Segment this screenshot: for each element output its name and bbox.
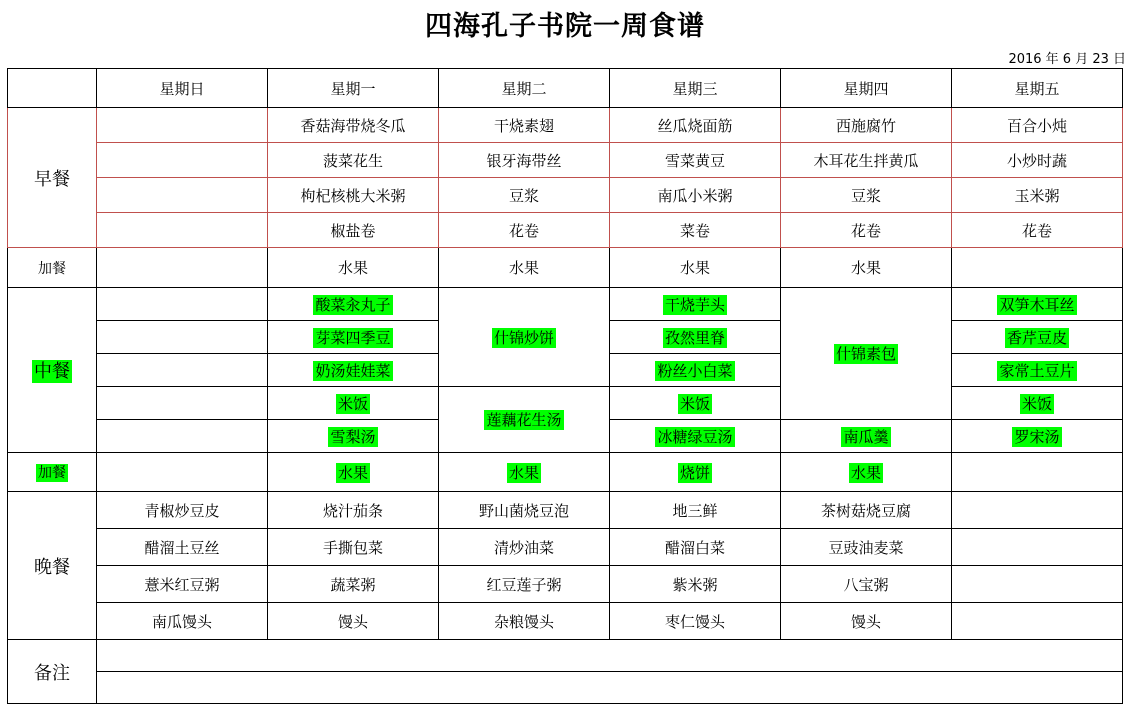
notes-row	[8, 640, 1123, 672]
snack-row	[8, 248, 1123, 288]
breakfast-row	[8, 213, 1123, 248]
menu-cell: 菠菜花生	[268, 143, 439, 178]
menu-cell: 紫米粥	[610, 566, 781, 603]
notes-cell	[97, 640, 1123, 672]
menu-cell: 米饭	[268, 387, 439, 420]
meal-label-snack: 加餐	[8, 248, 97, 288]
menu-cell: 雪梨汤	[268, 420, 439, 453]
menu-cell: 干烧芋头	[610, 288, 781, 321]
menu-cell: 青椒炒豆皮	[97, 492, 268, 529]
page-title: 四海孔子书院一周食谱	[425, 11, 705, 42]
menu-cell: 银牙海带丝	[439, 143, 610, 178]
menu-cell	[97, 420, 268, 453]
menu-cell: 清炒油菜	[439, 529, 610, 566]
menu-cell: 双笋木耳丝	[952, 288, 1123, 321]
menu-cell	[952, 566, 1123, 603]
menu-cell	[97, 108, 268, 143]
header-row	[8, 69, 1123, 108]
breakfast-row	[8, 178, 1123, 213]
menu-cell: 酸菜汆丸子	[268, 288, 439, 321]
menu-cell: 醋溜白菜	[610, 529, 781, 566]
menu-cell: 小炒时蔬	[952, 143, 1123, 178]
menu-cell: 花卷	[952, 213, 1123, 248]
menu-cell: 家常土豆片	[952, 354, 1123, 387]
menu-cell	[97, 288, 268, 321]
menu-cell: 杂粮馒头	[439, 603, 610, 640]
menu-cell: 干烧素翅	[439, 108, 610, 143]
menu-cell: 茶树菇烧豆腐	[781, 492, 952, 529]
menu-cell: 烧汁茄条	[268, 492, 439, 529]
menu-cell	[97, 213, 268, 248]
snack-row	[8, 453, 1123, 492]
menu-cell: 雪菜黄豆	[610, 143, 781, 178]
day-header: 星期二	[439, 69, 610, 108]
menu-cell: 醋溜土豆丝	[97, 529, 268, 566]
notes-cell	[97, 672, 1123, 704]
header-corner	[8, 69, 97, 108]
menu-cell: 粉丝小白菜	[610, 354, 781, 387]
menu-cell: 豆浆	[781, 178, 952, 213]
menu-cell	[97, 143, 268, 178]
day-header: 星期一	[268, 69, 439, 108]
menu-cell	[97, 178, 268, 213]
menu-cell: 香菇海带烧冬瓜	[268, 108, 439, 143]
menu-cell: 花卷	[781, 213, 952, 248]
day-header: 星期五	[952, 69, 1123, 108]
menu-cell: 芽菜四季豆	[268, 321, 439, 354]
menu-cell: 菜卷	[610, 213, 781, 248]
dinner-row	[8, 566, 1123, 603]
menu-cell: 冰糖绿豆汤	[610, 420, 781, 453]
menu-cell: 玉米粥	[952, 178, 1123, 213]
menu-cell	[97, 321, 268, 354]
menu-cell: 水果	[439, 248, 610, 288]
menu-cell: 花卷	[439, 213, 610, 248]
menu-cell: 烧饼	[610, 453, 781, 492]
menu-cell: 水果	[268, 453, 439, 492]
dinner-row	[8, 603, 1123, 640]
breakfast-row	[8, 143, 1123, 178]
menu-cell: 水果	[781, 248, 952, 288]
menu-cell: 百合小炖	[952, 108, 1123, 143]
menu-cell: 蔬菜粥	[268, 566, 439, 603]
menu-cell: 豆浆	[439, 178, 610, 213]
menu-cell: 西施腐竹	[781, 108, 952, 143]
meal-label-breakfast: 早餐	[8, 108, 97, 248]
menu-cell	[97, 387, 268, 420]
menu-cell	[97, 453, 268, 492]
menu-cell: 水果	[439, 453, 610, 492]
meal-label-lunch: 中餐	[8, 288, 97, 453]
menu-cell-merged: 莲藕花生汤	[439, 387, 610, 453]
breakfast-row	[8, 108, 1123, 143]
menu-cell: 枣仁馒头	[610, 603, 781, 640]
menu-cell: 水果	[268, 248, 439, 288]
notes-row	[8, 672, 1123, 704]
menu-cell: 椒盐卷	[268, 213, 439, 248]
menu-cell-merged: 什锦炒饼	[439, 288, 610, 387]
menu-cell: 香芹豆皮	[952, 321, 1123, 354]
date-label: 2016 年 6 月 23 日	[1008, 52, 1126, 67]
menu-cell: 南瓜馒头	[97, 603, 268, 640]
menu-cell: 手撕包菜	[268, 529, 439, 566]
menu-cell: 罗宋汤	[952, 420, 1123, 453]
lunch-row	[8, 387, 1123, 420]
meal-label-snack: 加餐	[8, 453, 97, 492]
menu-cell: 南瓜小米粥	[610, 178, 781, 213]
dinner-row	[8, 492, 1123, 529]
menu-cell: 米饭	[610, 387, 781, 420]
menu-cell	[952, 453, 1123, 492]
day-header: 星期四	[781, 69, 952, 108]
menu-cell: 馒头	[268, 603, 439, 640]
menu-cell: 南瓜羹	[781, 420, 952, 453]
day-header: 星期三	[610, 69, 781, 108]
menu-cell: 水果	[781, 453, 952, 492]
menu-cell: 豆豉油麦菜	[781, 529, 952, 566]
menu-cell	[952, 248, 1123, 288]
menu-cell: 米饭	[952, 387, 1123, 420]
menu-cell: 八宝粥	[781, 566, 952, 603]
lunch-row	[8, 288, 1123, 321]
menu-cell: 木耳花生拌黄瓜	[781, 143, 952, 178]
menu-cell: 孜然里脊	[610, 321, 781, 354]
menu-cell	[952, 492, 1123, 529]
menu-cell	[97, 354, 268, 387]
menu-cell-merged: 什锦素包	[781, 288, 952, 420]
menu-cell: 野山菌烧豆泡	[439, 492, 610, 529]
menu-cell: 丝瓜烧面筋	[610, 108, 781, 143]
menu-cell	[952, 529, 1123, 566]
menu-cell: 地三鲜	[610, 492, 781, 529]
meal-label-dinner: 晚餐	[8, 492, 97, 640]
menu-cell	[97, 248, 268, 288]
menu-cell: 馒头	[781, 603, 952, 640]
menu-cell: 红豆莲子粥	[439, 566, 610, 603]
menu-cell: 枸杞核桃大米粥	[268, 178, 439, 213]
menu-cell	[952, 603, 1123, 640]
dinner-row	[8, 529, 1123, 566]
day-header: 星期日	[97, 69, 268, 108]
notes-label: 备注	[8, 640, 97, 704]
weekly-menu-table	[7, 68, 1123, 704]
menu-cell: 奶汤娃娃菜	[268, 354, 439, 387]
menu-cell: 薏米红豆粥	[97, 566, 268, 603]
menu-cell: 水果	[610, 248, 781, 288]
